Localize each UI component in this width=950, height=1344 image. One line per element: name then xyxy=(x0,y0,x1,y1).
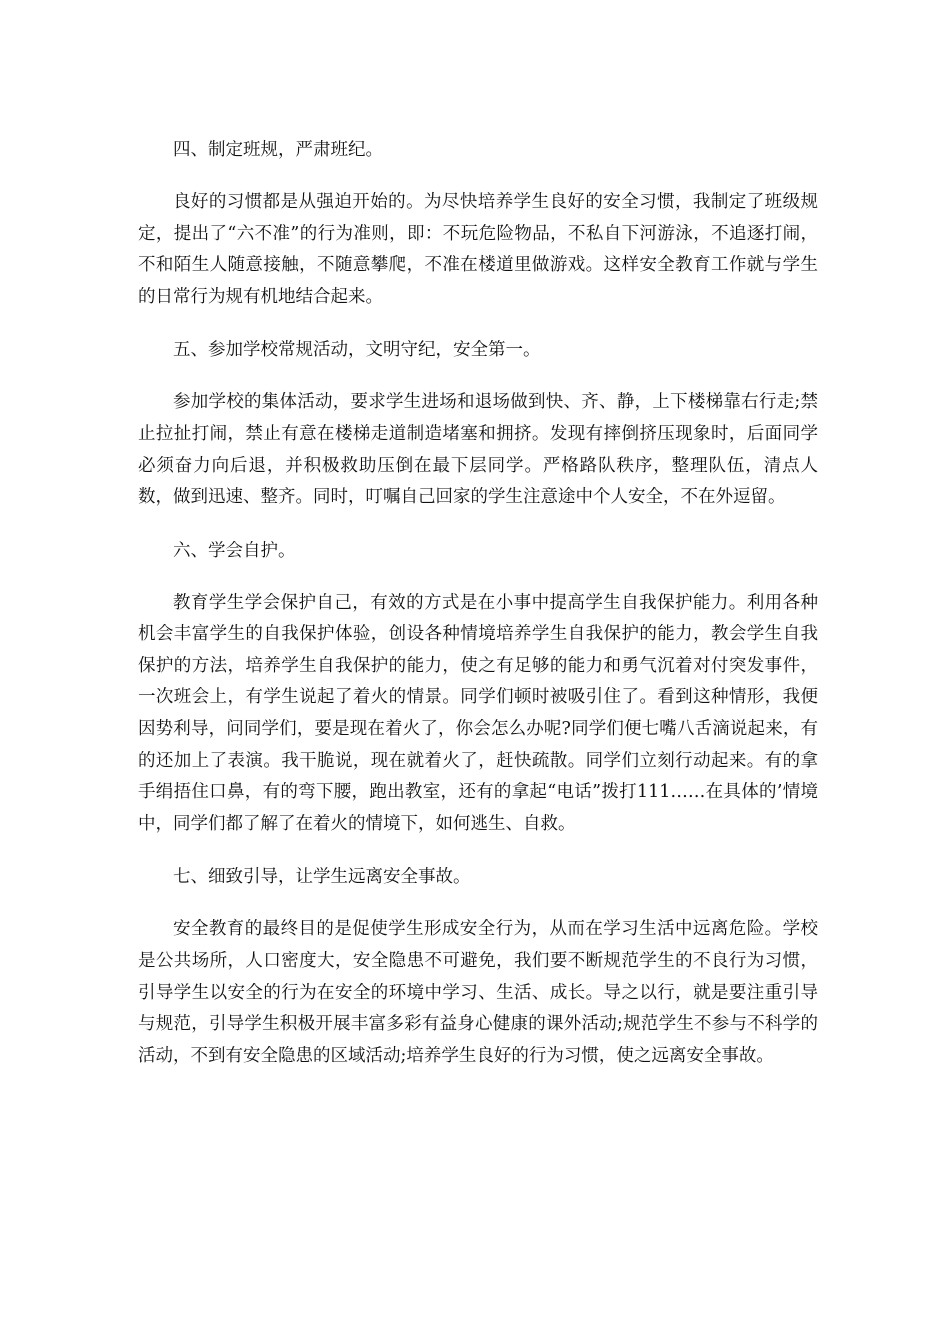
section-body-7: 安全教育的最终目的是促使学生形成安全行为，从而在学习生活中远离危险。学校是公共场所，人口密度大，安全隐患不可避免，我们要不断规范学生的不良行为习惯，引导学生以安全的行为在安全的环境中学习、生活、成长。导之以行，就是要注重引导与规范，引导学生积极开展丰富多彩有益身心健康的课外活动;规范学生不参与不科学的活动，不到有安全隐患的区域活动;培养学生良好的行为习惯，使之远离安全事故。 xyxy=(138,919,818,1066)
section-body-5: 参加学校的集体活动，要求学生进场和退场做到快、齐、静，上下楼梯靠右行走;禁止拉扯打闹，禁止有意在楼梯走道制造堵塞和拥挤。发现有摔倒挤压现象时，后面同学必须奋力向后退，并积极救助压倒在最下层同学。严格路队秩序，整理队伍，清点人数，做到迅速、整齐。同时，叮嘱自己回家的学生注意途中个人安全，不在外逗留。 xyxy=(138,392,818,508)
section-heading-6: 六、学会自护。 xyxy=(173,540,296,561)
section-heading-5: 五、参加学校常规活动，文明守纪，安全第一。 xyxy=(173,340,541,361)
document-page xyxy=(138,135,818,1094)
section-heading-7: 七、细致引导，让学生远离安全事故。 xyxy=(173,867,471,888)
section-body-6: 教育学生学会保护自己，有效的方式是在小事中提高学生自我保护能力。利用各种机会丰富学生的自我保护体验，创设各种情境培养学生自我保护的能力，教会学生自我保护的方法，培养学生自我保护的能力，使之有足够的能力和勇气沉着对付突发事件，一次班会上，有学生说起了着火的情景。同学们顿时被吸引住了。看到这种情形，我便因势利导，问同学们，要是现在着火了，你会怎么办呢?同学们便七嘴八舌滴说起来，有的还加上了表演。我干脆说，现在就着火了，赶快疏散。同学们立刻行动起来。有的拿手绢捂住口鼻，有的弯下腰，跑出教室，还有的拿起“电话”拨打111……在具体的’情境中，同学们都了解了在着火的情境下，如何逃生、自救。 xyxy=(138,592,818,834)
section-heading-4: 四、制定班规，严肃班纪。 xyxy=(173,140,383,160)
section-body-4: 良好的习惯都是从强迫开始的。为尽快培养学生良好的安全习惯，我制定了班级规定，提出了“六不准”的行为准则，即：不玩危险物品，不私自下河游泳，不追逐打闹，不和陌生人随意接触，不随意攀爬，不准在楼道里做游戏。这样安全教育工作就与学生的日常行为规有机地结合起来。 xyxy=(138,191,818,307)
